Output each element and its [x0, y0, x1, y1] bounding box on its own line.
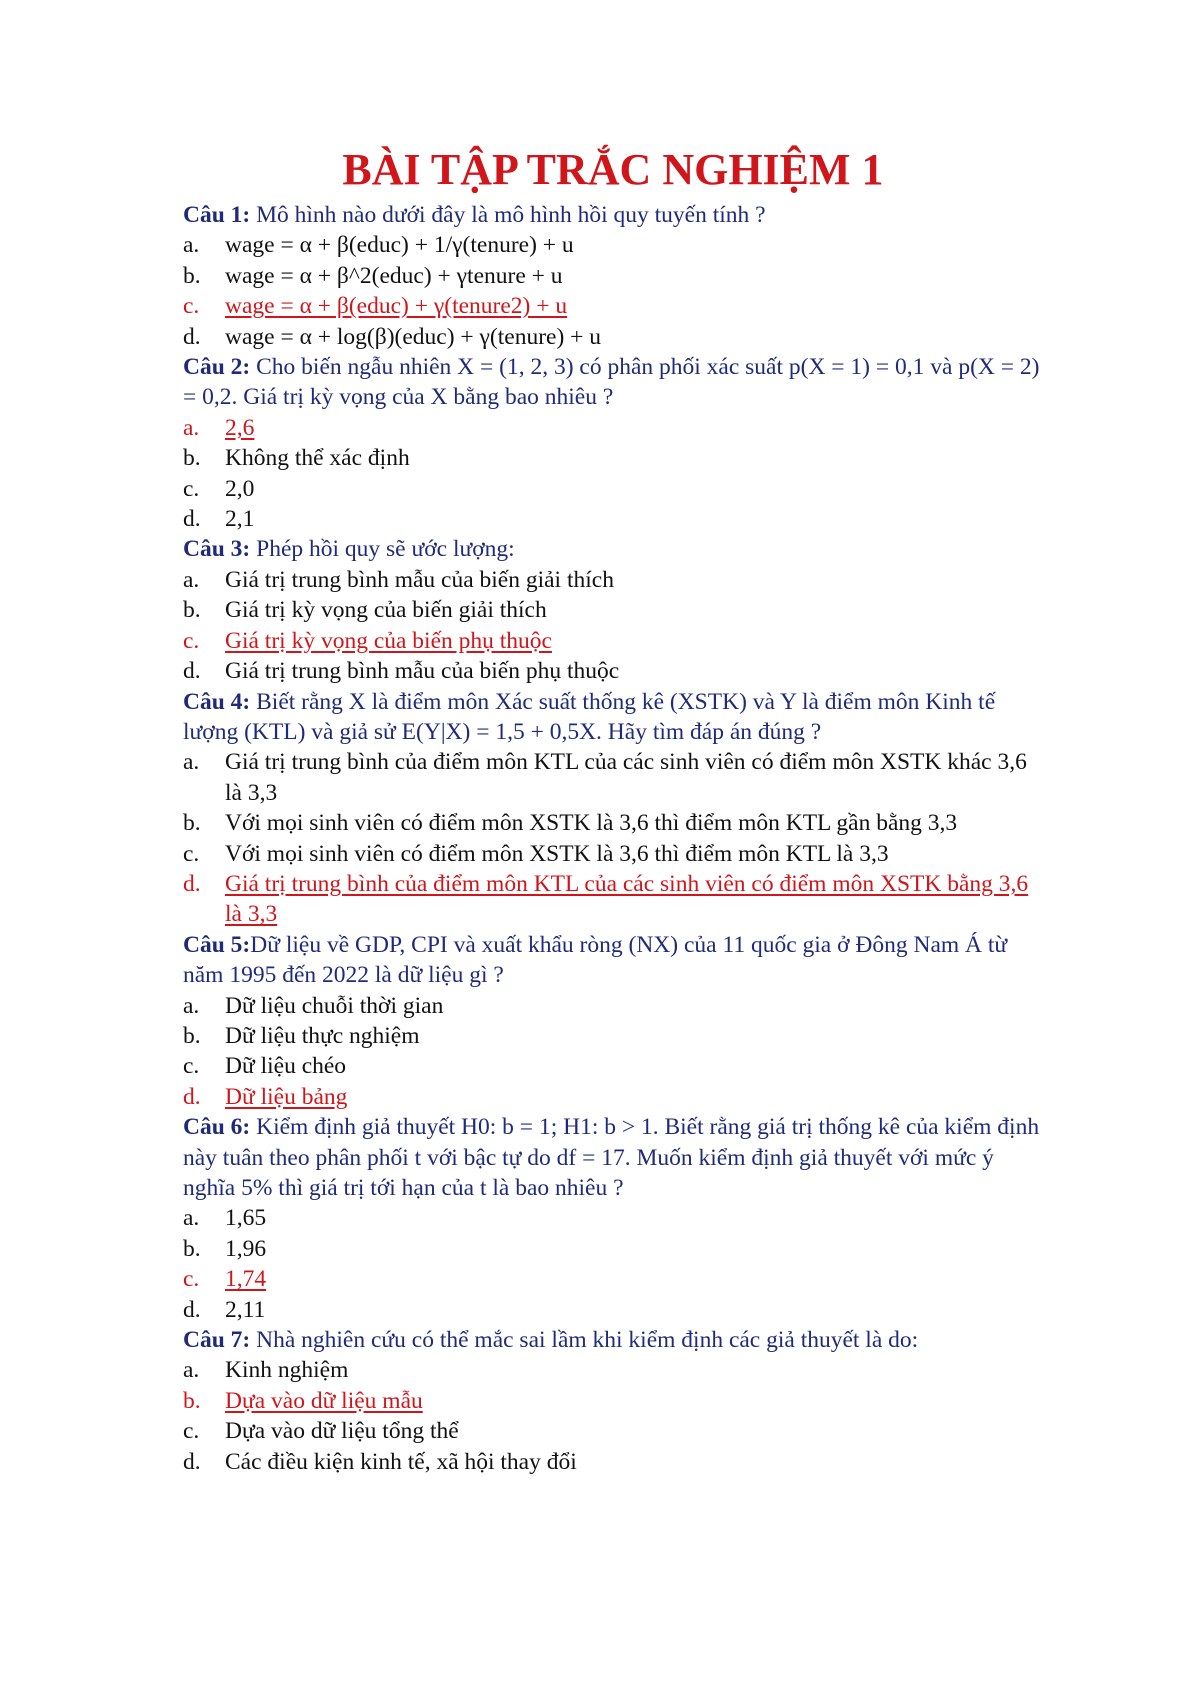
answer-option — [183, 230, 1043, 260]
option-letter: d. — [183, 323, 201, 350]
question-text: Mô hình nào dưới đây là mô hình hồi quy tuyến tính ? — [250, 202, 766, 228]
option-list — [183, 565, 1043, 687]
option-text: 2,6 — [225, 414, 255, 441]
option-letter: d. — [183, 1448, 201, 1475]
question-text: Phép hồi quy sẽ ước lượng: — [250, 536, 515, 563]
question-text: Cho biến ngẫu nhiên X = (1, 2, 3) có phân phối xác suất p(X = 1) = 0,1 và p(X = 2) = 0,2. Giá trị kỳ vọng của X bằng bao nhiêu ? — [183, 354, 1046, 411]
answer-option — [183, 1234, 1043, 1264]
option-text: Các điều kiện kinh tế, xã hội thay đổi — [225, 1448, 577, 1475]
option-text: Dựa vào dữ liệu tổng thể — [225, 1418, 459, 1445]
option-text: Dữ liệu thực nghiệm — [225, 1022, 420, 1049]
option-list — [183, 413, 1043, 535]
answer-option-correct — [183, 413, 1043, 443]
question-text: Biết rằng X là điểm môn Xác suất thống kê (XSTK) và Y là điểm môn Kinh tế lượng (KTL) và giả sử E(Y|X) = 1,5 + 0,5X. Hãy tìm đáp án đúng ? — [183, 688, 1001, 745]
option-letter: a. — [183, 1205, 200, 1232]
question-prompt — [183, 930, 1043, 991]
answer-option — [183, 1203, 1043, 1233]
answer-option — [183, 322, 1043, 352]
option-letter: c. — [183, 475, 200, 502]
option-text: Với mọi sinh viên có điểm môn XSTK là 3,6 thì điểm môn KTL gần bằng 3,3 — [225, 810, 958, 837]
option-text: Dữ liệu chéo — [225, 1053, 347, 1080]
option-text: Giá trị kỳ vọng của biến phụ thuộc — [225, 627, 552, 654]
option-text: Không thể xác định — [225, 445, 410, 472]
option-list — [183, 1203, 1043, 1325]
question-3 — [183, 534, 1043, 686]
answer-option-correct — [183, 291, 1043, 321]
question-4 — [183, 687, 1043, 930]
option-list — [183, 991, 1043, 1113]
option-letter: d. — [183, 658, 201, 685]
answer-option-correct — [183, 626, 1043, 656]
option-letter: d. — [183, 1083, 201, 1110]
option-letter: b. — [183, 1235, 201, 1262]
question-label: Câu 7: — [183, 1327, 251, 1354]
question-5 — [183, 930, 1043, 1112]
answer-option — [183, 1447, 1043, 1477]
answer-option — [183, 261, 1043, 291]
answer-option-correct — [183, 1386, 1043, 1416]
question-prompt — [183, 534, 1043, 564]
question-6 — [183, 1112, 1043, 1325]
answer-option — [183, 565, 1043, 595]
question-label: Câu 6: — [183, 1114, 251, 1141]
option-text: Dữ liệu chuỗi thời gian — [225, 992, 444, 1019]
question-prompt — [183, 687, 1043, 748]
question-text: Nhà nghiên cứu có thể mắc sai lầm khi kiểm định các giả thuyết là do: — [250, 1327, 919, 1354]
option-text: Giá trị trung bình mẫu của biến giải thích — [225, 566, 614, 593]
option-text: wage = α + β^2(educ) + γtenure + u — [225, 262, 563, 289]
option-letter: a. — [183, 1357, 200, 1384]
option-letter: b. — [183, 810, 201, 837]
option-text: wage = α + log(β)(educ) + γ(tenure) + u — [225, 323, 602, 350]
question-label: Câu 2: — [183, 354, 251, 381]
answer-option — [183, 808, 1043, 838]
question-prompt — [183, 352, 1046, 413]
answer-option — [183, 1295, 1043, 1325]
answer-option — [183, 1051, 1043, 1081]
option-letter: b. — [183, 1022, 201, 1049]
option-text: Giá trị kỳ vọng của biến giải thích — [225, 597, 547, 624]
option-letter: c. — [183, 293, 200, 320]
option-text: Giá trị trung bình mẫu của biến phụ thuộc — [225, 658, 620, 685]
option-text: 1,96 — [225, 1235, 267, 1262]
question-label: Câu 5: — [183, 931, 251, 958]
option-text: 2,1 — [225, 506, 255, 533]
option-text: Kinh nghiệm — [225, 1357, 349, 1384]
option-letter: b. — [183, 1387, 201, 1414]
answer-option — [183, 474, 1043, 504]
option-letter: c. — [183, 1266, 200, 1293]
option-text: 2,11 — [225, 1296, 266, 1323]
answer-option-correct — [183, 1082, 1043, 1112]
option-letter: a. — [183, 992, 200, 1019]
option-letter: c. — [183, 1053, 200, 1080]
question-prompt — [183, 200, 1043, 230]
document-content — [183, 140, 1046, 1477]
option-text: wage = α + β(educ) + 1/γ(tenure) + u — [225, 232, 574, 259]
answer-option — [183, 595, 1043, 625]
option-text: 1,74 — [225, 1266, 267, 1293]
answer-option — [183, 1416, 1043, 1446]
option-letter: d. — [183, 870, 201, 897]
question-7 — [183, 1325, 1043, 1477]
option-letter: b. — [183, 262, 201, 289]
option-letter: d. — [183, 506, 201, 533]
question-2 — [183, 352, 1046, 534]
option-letter: a. — [183, 232, 200, 259]
option-letter: b. — [183, 597, 201, 624]
answer-option — [183, 839, 1043, 869]
option-letter: c. — [183, 840, 200, 867]
option-list — [183, 1355, 1043, 1477]
answer-option — [183, 1021, 1043, 1051]
option-letter: a. — [183, 749, 200, 776]
question-label: Câu 3: — [183, 536, 251, 563]
page-title: BÀI TẬP TRẮC NGHIỆM 1 — [342, 145, 884, 194]
option-text: Giá trị trung bình của điểm môn KTL của các sinh viên có điểm môn XSTK khác 3,6 là 3,3 — [225, 749, 1027, 806]
option-text: Dựa vào dữ liệu mẫu — [225, 1387, 423, 1414]
option-text: wage = α + β(educ) + γ(tenure2) + u — [225, 293, 568, 320]
answer-option — [183, 443, 1043, 473]
answer-option-correct — [183, 1264, 1043, 1294]
question-label: Câu 1: — [183, 202, 251, 228]
option-text: Với mọi sinh viên có điểm môn XSTK là 3,6 thì điểm môn KTL là 3,3 — [225, 840, 889, 867]
question-text: Kiểm định giả thuyết H0: b = 1; H1: b > 1. Biết rằng giá trị thống kê của kiểm định này tuân theo phân phối t với bậc tự do df = 17. Muốn kiểm định giả thuyết với mức ý nghĩa 5% thì giá trị tới hạn của t là bao nhiêu ? — [183, 1114, 1045, 1201]
option-list — [183, 230, 1043, 352]
answer-option — [183, 991, 1043, 1021]
option-letter: c. — [183, 1418, 200, 1445]
option-list — [183, 747, 1043, 929]
option-letter: b. — [183, 445, 201, 472]
option-text: Giá trị trung bình của điểm môn KTL của các sinh viên có điểm môn XSTK bằng 3,6 là 3,3 — [225, 870, 1029, 928]
answer-option — [183, 1355, 1043, 1385]
option-letter: d. — [183, 1296, 201, 1323]
option-letter: a. — [183, 414, 200, 441]
answer-option-correct — [183, 869, 1043, 930]
option-text: Dữ liệu bảng — [225, 1083, 348, 1110]
question-label: Câu 4: — [183, 688, 251, 715]
answer-option — [183, 747, 1043, 808]
option-letter: a. — [183, 566, 200, 593]
question-1 — [183, 200, 1043, 352]
question-text: Dữ liệu về GDP, CPI và xuất khẩu ròng (NX) của 11 quốc gia ở Đông Nam Á từ năm 1995 đến 2022 là dữ liệu gì ? — [183, 931, 1014, 989]
answer-option — [183, 656, 1043, 686]
question-list — [183, 200, 1046, 1477]
option-text: 2,0 — [225, 475, 255, 502]
option-text: 1,65 — [225, 1205, 267, 1232]
option-letter: c. — [183, 627, 200, 654]
question-prompt — [183, 1112, 1043, 1203]
question-prompt — [183, 1325, 1043, 1355]
answer-option — [183, 504, 1043, 534]
